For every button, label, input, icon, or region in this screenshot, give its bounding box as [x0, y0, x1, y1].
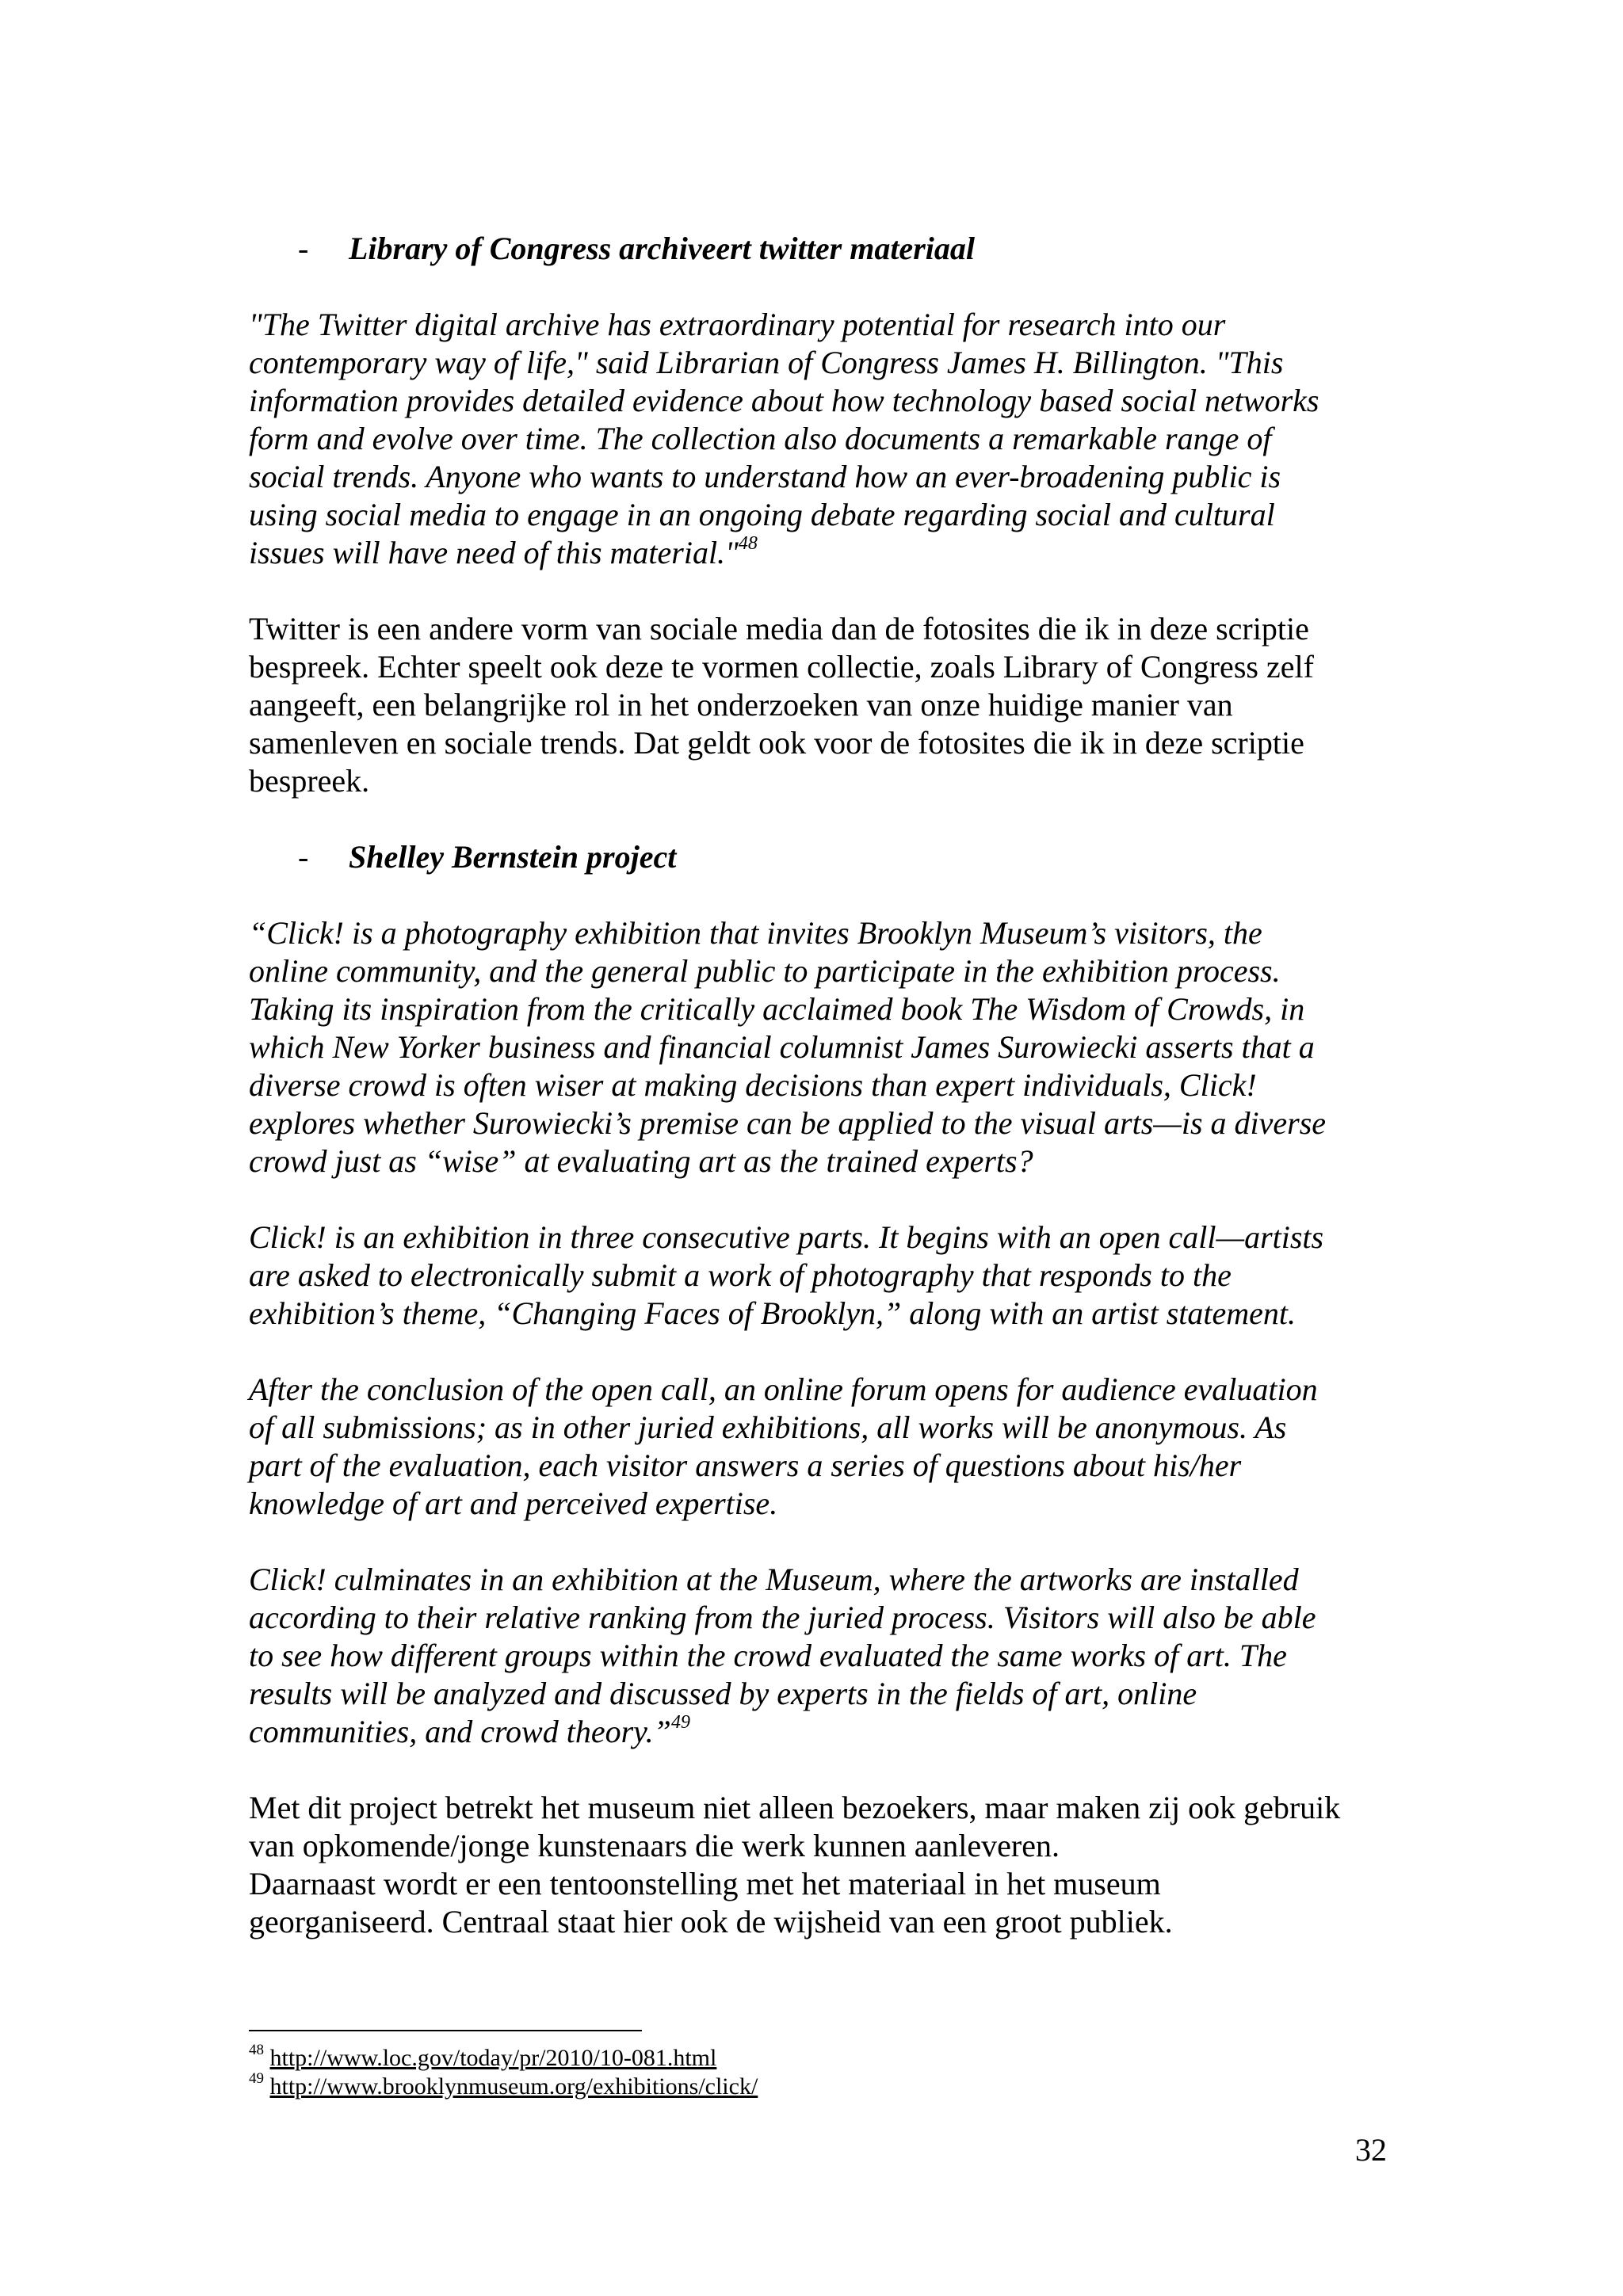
- quote-click-paragraph-2: [249, 1219, 1390, 1333]
- body-paragraph-museum: [249, 1789, 1390, 1941]
- quote-line: Click! culminates in an exhibition at the Museum, where the artworks are installed: [249, 1562, 1299, 1597]
- quote-line: knowledge of art and perceived expertise.: [249, 1486, 778, 1521]
- footnote-ref-49[interactable]: 49: [670, 1712, 690, 1733]
- quote-line: of all submissions; as in other juried exhibitions, all works will be anonymous. As: [249, 1409, 1287, 1445]
- footnote-number: 49: [249, 2070, 264, 2087]
- footnote-link-loc[interactable]: http://www.loc.gov/today/pr/2010/10-081.html: [269, 2045, 717, 2071]
- quote-line: using social media to engage in an ongoing debate regarding social and cultural: [249, 497, 1275, 532]
- quote-click-paragraph-3: [249, 1371, 1390, 1523]
- footnote-number: 48: [249, 2042, 264, 2058]
- section-heading-library-of-congress: [249, 230, 1390, 268]
- body-line: samenleven en sociale trends. Dat geldt ook voor de fotosites die ik in deze scriptie: [249, 725, 1304, 761]
- quote-line-text: communities, and crowd theory.”: [249, 1714, 671, 1749]
- quote-line: crowd just as “wise” at evaluating art as the trained experts?: [249, 1143, 1033, 1179]
- quote-line: form and evolve over time. The collection also documents a remarkable range of: [249, 421, 1272, 456]
- body-line: Daarnaast wordt er een tentoonstelling met het materiaal in het museum: [249, 1866, 1161, 1901]
- body-line: van opkomende/jonge kunstenaars die werk kunnen aanleveren.: [249, 1828, 1060, 1863]
- quote-line: information provides detailed evidence about how technology based social networks: [249, 383, 1319, 418]
- body-line: bespreek. Echter speelt ook deze te vormen collectie, zoals Library of Congress zelf: [249, 649, 1314, 685]
- quote-line: After the conclusion of the open call, an online forum opens for audience evaluation: [249, 1371, 1318, 1407]
- quote-line-text: issues will have need of this material.": [249, 535, 739, 570]
- quote-line: are asked to electronically submit a work of photography that responds to the: [249, 1257, 1232, 1293]
- bullet-dash: -: [298, 839, 309, 875]
- quote-line: online community, and the general public to participate in the exhibition process.: [249, 953, 1281, 989]
- quote-line: explores whether Surowiecki’s premise can be applied to the visual arts—is a diverse: [249, 1105, 1327, 1141]
- quote-library-of-congress: [249, 306, 1390, 572]
- quote-click-paragraph-1: [249, 914, 1390, 1180]
- body-line: Met dit project betrekt het museum niet alleen bezoekers, maar maken zij ook gebruik: [249, 1790, 1341, 1825]
- body-line: aangeeft, een belangrijke rol in het onderzoeken van onze huidige manier van: [249, 687, 1233, 723]
- page-content: [249, 230, 1390, 1941]
- body-paragraph-twitter: [249, 610, 1390, 800]
- body-line: georganiseerd. Centraal staat hier ook de wijsheid van een groot publiek.: [249, 1904, 1173, 1939]
- quote-line: exhibition’s theme, “Changing Faces of Brooklyn,” along with an artist statement.: [249, 1295, 1296, 1331]
- body-line: bespreek.: [249, 763, 370, 799]
- page-number: 32: [1355, 2132, 1387, 2168]
- quote-line: contemporary way of life," said Librarian of Congress James H. Billington. "This: [249, 345, 1284, 380]
- heading-text: Library of Congress archiveert twitter materiaal: [349, 231, 975, 266]
- section-heading-shelley-bernstein: [249, 838, 1390, 876]
- quote-line: to see how different groups within the crowd evaluated the same works of art. The: [249, 1638, 1287, 1673]
- quote-line: results will be analyzed and discussed by experts in the fields of art, online: [249, 1676, 1197, 1711]
- body-line: Twitter is een andere vorm van sociale media dan de fotosites die ik in deze scriptie: [249, 611, 1309, 646]
- quote-line: Click! is an exhibition in three consecutive parts. It begins with an open call—artists: [249, 1219, 1324, 1255]
- quote-line: according to their relative ranking from the juried process. Visitors will also be able: [249, 1600, 1316, 1635]
- footnote-link-brooklyn[interactable]: http://www.brooklynmuseum.org/exhibitions/click/: [269, 2073, 758, 2100]
- footnotes: [249, 2044, 758, 2101]
- footnote-48: [249, 2044, 758, 2073]
- quote-line-last: [249, 534, 1390, 572]
- quote-line: Taking its inspiration from the critically acclaimed book The Wisdom of Crowds, in: [249, 991, 1305, 1027]
- bullet-dash: -: [298, 231, 309, 266]
- footnote-ref-48[interactable]: 48: [738, 533, 758, 554]
- footnote-49: [249, 2070, 758, 2101]
- quote-line: which New Yorker business and financial columnist James Surowiecki asserts that a: [249, 1029, 1315, 1065]
- quote-line: social trends. Anyone who wants to understand how an ever-broadening public is: [249, 459, 1281, 494]
- quote-line: diverse crowd is often wiser at making decisions than expert individuals, Click!: [249, 1067, 1257, 1103]
- quote-line: "The Twitter digital archive has extraordinary potential for research into our: [249, 307, 1226, 342]
- quote-line-last: [249, 1713, 1390, 1751]
- quote-line: “Click! is a photography exhibition that invites Brooklyn Museum’s visitors, the: [249, 915, 1262, 951]
- footnote-separator: [249, 2030, 642, 2031]
- quote-click-paragraph-4: [249, 1561, 1390, 1751]
- quote-line: part of the evaluation, each visitor answers a series of questions about his/her: [249, 1447, 1242, 1483]
- heading-text: Shelley Bernstein project: [349, 839, 677, 875]
